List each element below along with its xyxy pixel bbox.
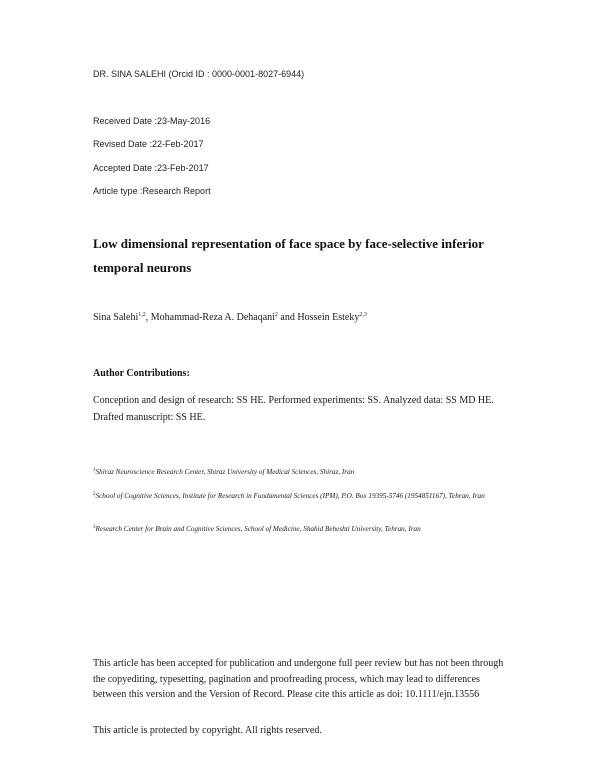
affiliation-text: Shiraz Neuroscience Research Center, Shiraz University of Medical Sciences, Shiraz, Iran [95,468,355,476]
accepted-date-label: Accepted Date : [93,163,158,173]
author-contributions-heading: Author Contributions: [93,368,190,379]
revised-date-label: Revised Date : [93,139,153,149]
affiliation-text: Research Center for Brain and Cognitive Sciences, School of Medicine, Shahid Beheshti University, Tehran, Iran [95,525,421,533]
revised-date-value: 22-Feb-2017 [152,139,204,149]
received-date-label: Received Date : [93,116,158,126]
accepted-date-row [93,163,209,173]
affiliation-number: 1 [93,468,96,473]
article-title: Low dimensional representation of face space by face-selective inferior temporal neurons [93,236,484,275]
article-type-label: Article type : [93,186,143,196]
accepted-date-value: 23-Feb-2017 [157,163,209,173]
corresponding-author-line: DR. SINA SALEHI (Orcid ID : 0000-0001-8027-6944) [93,69,305,79]
author-name: Mohammad-Reza A. Dehaqani [150,312,275,323]
author-affiliation-sup: 1,2 [138,312,146,318]
affiliation-item [93,464,513,479]
author-separator: and [277,312,298,323]
revised-date-row [93,139,204,149]
article-type-row [93,186,211,196]
watermark-text [64,85,66,725]
author-separator: , [145,312,151,323]
accepted-article-watermark [6,85,66,725]
copyright-notice: This article is protected by copyright. All rights reserved. [93,725,322,736]
affiliation-item [93,521,513,536]
author-name: Sina Salehi [93,312,139,323]
accepted-article-notice: This article has been accepted for publication and undergone full peer review but has not been through the copyediting, typesetting, pagination and proofreading process, which may lead to differences between this version and the Version of Record. Please cite this article as doi: 10.1111/ejn.13556 [93,658,504,700]
received-date-value: 23-May-2016 [157,116,211,126]
affiliation-item [93,488,513,503]
affiliation-text: School of Cognitive Sciences, Institute for Research in Fundamental Sciences (IPM), P.O. Box 19395-5746 (1954851167), Tehran, Iran [95,492,485,500]
author-affiliation-sup: 2 [274,312,278,318]
affiliation-number: 2 [93,492,96,497]
author-affiliation-sup: 2,3 [359,312,367,318]
affiliation-number: 3 [93,525,96,530]
received-date-row [93,116,210,126]
author-name: Hossein Esteky [297,312,360,323]
author-contributions-text: Conception and design of research: SS HE. Performed experiments: SS. Analyzed data: SS MD HE. Drafted manuscript: SS HE. [93,395,494,423]
article-type-value: Research Report [142,186,211,196]
author-list [93,312,367,323]
